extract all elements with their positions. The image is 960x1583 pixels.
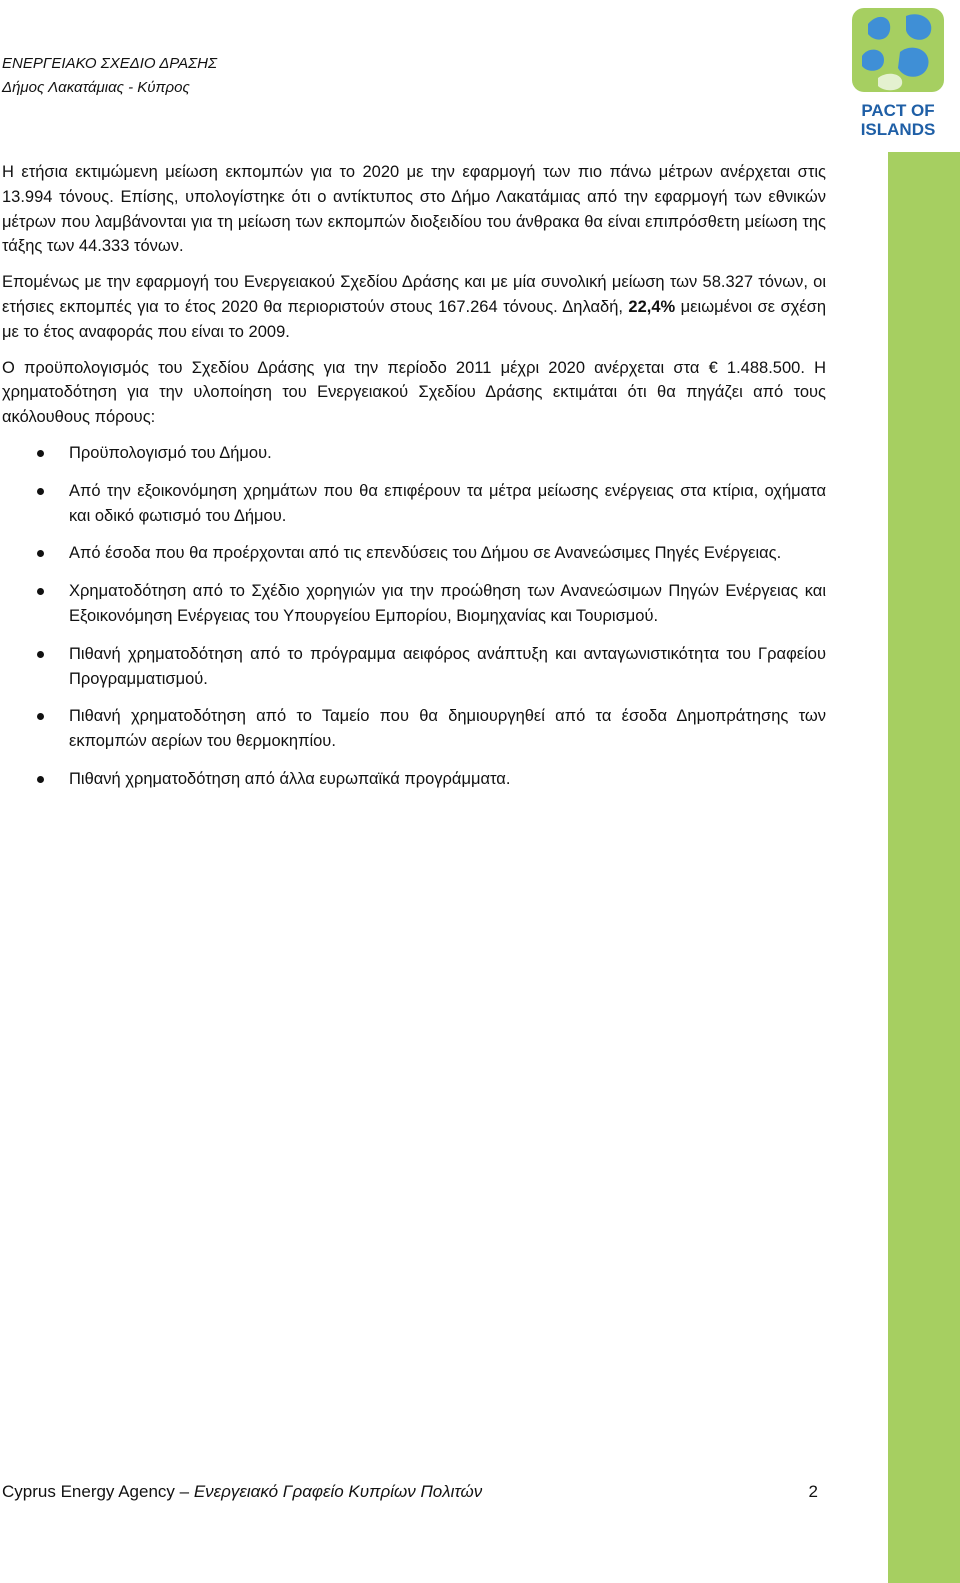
page-number: 2 — [808, 1482, 818, 1501]
document-footer — [2, 1480, 818, 1504]
logo-text-line2: ISLANDS — [860, 120, 936, 138]
list-item: Προϋπολογισμό του Δήμου. — [2, 441, 826, 466]
footer-agency: Cyprus Energy Agency — [2, 1482, 175, 1501]
header-title: ΕΝΕΡΓΕΙΑΚΟ ΣΧΕΔΙΟ ΔΡΑΣΗΣ — [2, 55, 217, 72]
list-item: Από έσοδα που θα προέρχονται από τις επενδύσεις του Δήμου σε Ανανεώσιμες Πηγές Ενέργειας. — [2, 541, 826, 566]
list-item: Πιθανή χρηματοδότηση από το Ταμείο που θα δημιουργηθεί από τα έσοδα Δημοπράτησης των εκπομπών αερίων του θερμοκηπίου. — [2, 704, 826, 754]
paragraph-emissions-reduction: Η ετήσια εκτιμώμενη μείωση εκπομπών για το 2020 με την εφαρμογή των πιο πάνω μέτρων ανέρχεται στις 13.994 τόνους. Επίσης, υπολογίστηκε ότι ο αντίκτυπος στο Δήμο Λακατάμιας από την εφαρμογή των εθνικών μέτρων που λαμβάνονται για τη μείωση των εκπομπών διοξειδίου του άνθρακα θα είναι επιπρόσθετη μείωση της τάξης των 44.333 τόνων. — [2, 163, 826, 256]
list-item: Χρηματοδότηση από το Σχέδιο χορηγιών για την προώθηση των Ανανεώσιμων Πηγών Ενέργειας και Εξοικονόμηση Ενέργειας του Υπουργείου Εμπορίου, Βιομηχανίας και Τουρισμού. — [2, 579, 826, 629]
header-subtitle: Δήμος Λακατάμιας - Κύπρος — [2, 79, 190, 96]
logo-graphic — [848, 2, 948, 138]
footer-office: Ενεργειακό Γραφείο Κυπρίων Πολιτών — [193, 1482, 483, 1501]
logo-text-line1: PACT OF — [861, 101, 935, 120]
paragraph-budget: Ο προϋπολογισμός του Σχεδίου Δράσης για την περίοδο 2011 μέχρι 2020 ανέρχεται στα € 1.488.500. Η χρηματοδότηση για την υλοποίηση του Ενεργειακού Σχεδίου Δράσης εκτιμάται ότι θα πηγάζει από τους ακόλουθους πόρους: — [2, 358, 826, 427]
green-side-bar — [888, 152, 960, 1583]
footer-dash: – — [174, 1482, 194, 1501]
pact-of-islands-logo — [848, 2, 948, 138]
document-header — [2, 52, 217, 100]
list-item: Πιθανή χρηματοδότηση από άλλα ευρωπαϊκά προγράμματα. — [2, 767, 826, 792]
document-body — [2, 160, 826, 805]
list-item: Πιθανή χρηματοδότηση από το πρόγραμμα αειφόρος ανάπτυξη και ανταγωνιστικότητα του Γραφείου Προγραμματισμού. — [2, 642, 826, 692]
reduction-percentage: 22,4% — [628, 297, 676, 316]
paragraph-total-reduction: Επομένως με την εφαρμογή του Ενεργειακού Σχεδίου Δράσης και με μία συνολική μείωση των 58.327 τόνων, οι ετήσιες εκπομπές για το έτος 2020 θα περιοριστούν στους 167.264 τόνους. Δηλαδή, 22,4% μειωμένοι σε σχέση με το έτος αναφοράς που είναι το 2009. — [2, 273, 827, 341]
list-item: Από την εξοικονόμηση χρημάτων που θα επιφέρουν τα μέτρα μείωσης ενέργειας στα κτίρια, οχήματα και οδικό φωτισμό του Δήμου. — [2, 479, 826, 529]
funding-sources-list — [2, 441, 826, 792]
